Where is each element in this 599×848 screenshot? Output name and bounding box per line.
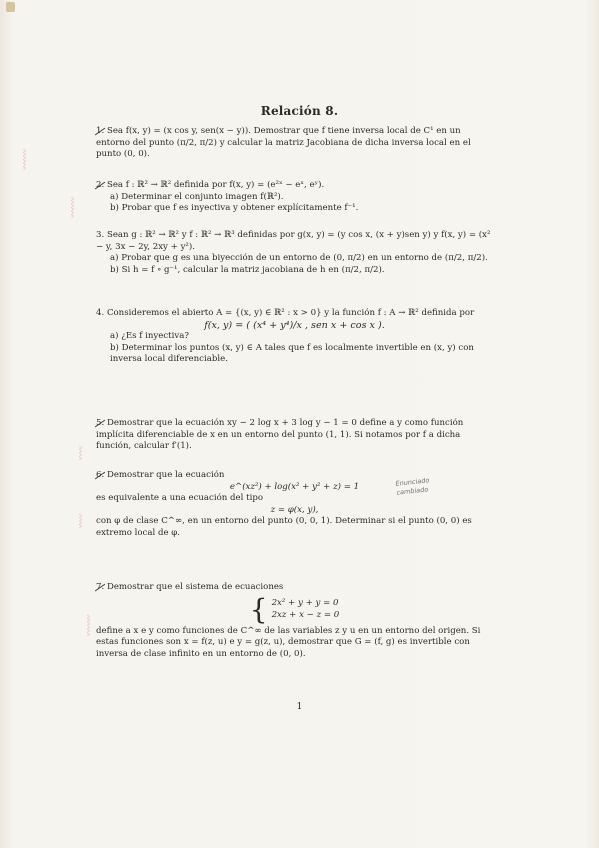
exercise-text: Demostrar que la ecuación xyxy=(106,470,225,480)
brace-symbol: { xyxy=(249,592,268,626)
exercise-text: Consideremos el abierto A = {(x, y) ∈ ℝ² : x > 0} y la función f : A → ℝ² definida por xyxy=(106,308,475,318)
equation-line: 2xz + x − z = 0 xyxy=(271,609,340,620)
exercise-number: 1. xyxy=(96,126,105,136)
exercise-item: a) Probar que g es una biyección de un entorno de (0, π/2) en un entorno de (π/2, π/2). xyxy=(110,253,488,264)
exercise-item: a) ¿Es f inyectiva? xyxy=(110,331,189,342)
exercise-number: 5. xyxy=(96,418,105,428)
top-corner-mark xyxy=(6,2,15,12)
handwritten-note: Enunciado cambiado xyxy=(395,476,430,497)
exercise-item: a) Determinar el conjunto imagen f(ℝ²). xyxy=(110,191,284,202)
exercise-text: es equivalente a una ecuación del tipo xyxy=(96,493,263,504)
exercise-number: 2. xyxy=(96,180,105,190)
equation-system xyxy=(96,592,493,626)
handwritten-scribble: 〰〰 xyxy=(77,514,85,528)
exercise-6 xyxy=(96,470,493,540)
exercise-item: b) Si h = f ∘ g⁻¹, calcular la matriz jacobiana de h en (π/2, π/2). xyxy=(110,264,385,275)
exercise-number: 4. xyxy=(96,308,105,318)
exercise-text: Sea f(x, y) = (x cos y, sen(x − y)). Demostrar que f tiene inversa local de C¹ en un entorno del punto (π/2, π/2) y calcular la matriz Jacobiana de dicha inversa local en el punto (0, 0). xyxy=(96,126,471,160)
exercise-item: b) Probar que f es inyectiva y obtener explícitamente f⁻¹. xyxy=(110,203,359,214)
handwritten-scribble: 〰〰〰 xyxy=(21,149,29,170)
exercise-item: b) Determinar los puntos (x, y) ∈ A tales que f es localmente invertible en (x, y) con inversa local diferenciable. xyxy=(110,342,474,365)
exercise-formula: z = φ(x, y), xyxy=(270,504,319,515)
equation-line: 2x² + y + y = 0 xyxy=(271,598,339,608)
page-number: 1 xyxy=(296,702,303,712)
exercise-5 xyxy=(96,418,493,453)
exercise-number: 6. xyxy=(96,470,105,480)
exercise-number: 7. xyxy=(96,582,105,592)
exercise-text: Sean g : ℝ² → ℝ² y f : ℝ² → ℝ³ definidas por g(x, y) = (y cos x, (x + y)sen y) y f(x, y) = (x² − y, 3x − 2y, 2xy + y²). xyxy=(96,230,491,252)
exercise-text: Demostrar que la ecuación xy − 2 log x + 3 log y − 1 = 0 define a y como función implícita diferenciable de x en un entorno del punto (1, 1). Si notamos por f a dicha función, calcular f′(1). xyxy=(96,418,464,452)
exercise-7 xyxy=(96,582,493,660)
handwritten-scribble: 〰〰 xyxy=(77,446,85,460)
exercise-text: define a x e y como funciones de C^∞ de las variables z y u en un entorno del origen. Si estas funciones son x = f(z, u) e y = g(z, u), demostrar que G = (f, g) es invertible con inversa de clase infinito en un entorno de (0, 0). xyxy=(96,625,481,659)
exercise-text: Demostrar que el sistema de ecuaciones xyxy=(106,582,284,592)
exercise-1 xyxy=(96,126,493,161)
exercise-text: Sea f : ℝ² → ℝ² definida por f(x, y) = (e²ˣ − eˣ, eʸ). xyxy=(106,180,325,190)
exercise-4 xyxy=(96,308,493,366)
exercise-formula: e^(xz²) + log(x² + y² + z) = 1 xyxy=(229,481,360,492)
page-title: Relación 8. xyxy=(260,104,339,118)
equation-lines xyxy=(272,598,340,621)
handwritten-scribble: 〰〰〰 xyxy=(85,615,93,636)
exercise-2 xyxy=(96,180,493,215)
exercise-number: 3. xyxy=(96,230,105,240)
exercise-formula: f(x, y) = ( (x⁴ + y⁴)/x , sen x + cos x ). xyxy=(204,319,385,331)
exercise-text: con φ de clase C^∞, en un entorno del punto (0, 0, 1). Determinar si el punto (0, 0) es extremo local de φ. xyxy=(96,516,472,538)
exercise-3 xyxy=(96,230,493,276)
handwritten-scribble: 〰〰〰 xyxy=(69,197,77,218)
